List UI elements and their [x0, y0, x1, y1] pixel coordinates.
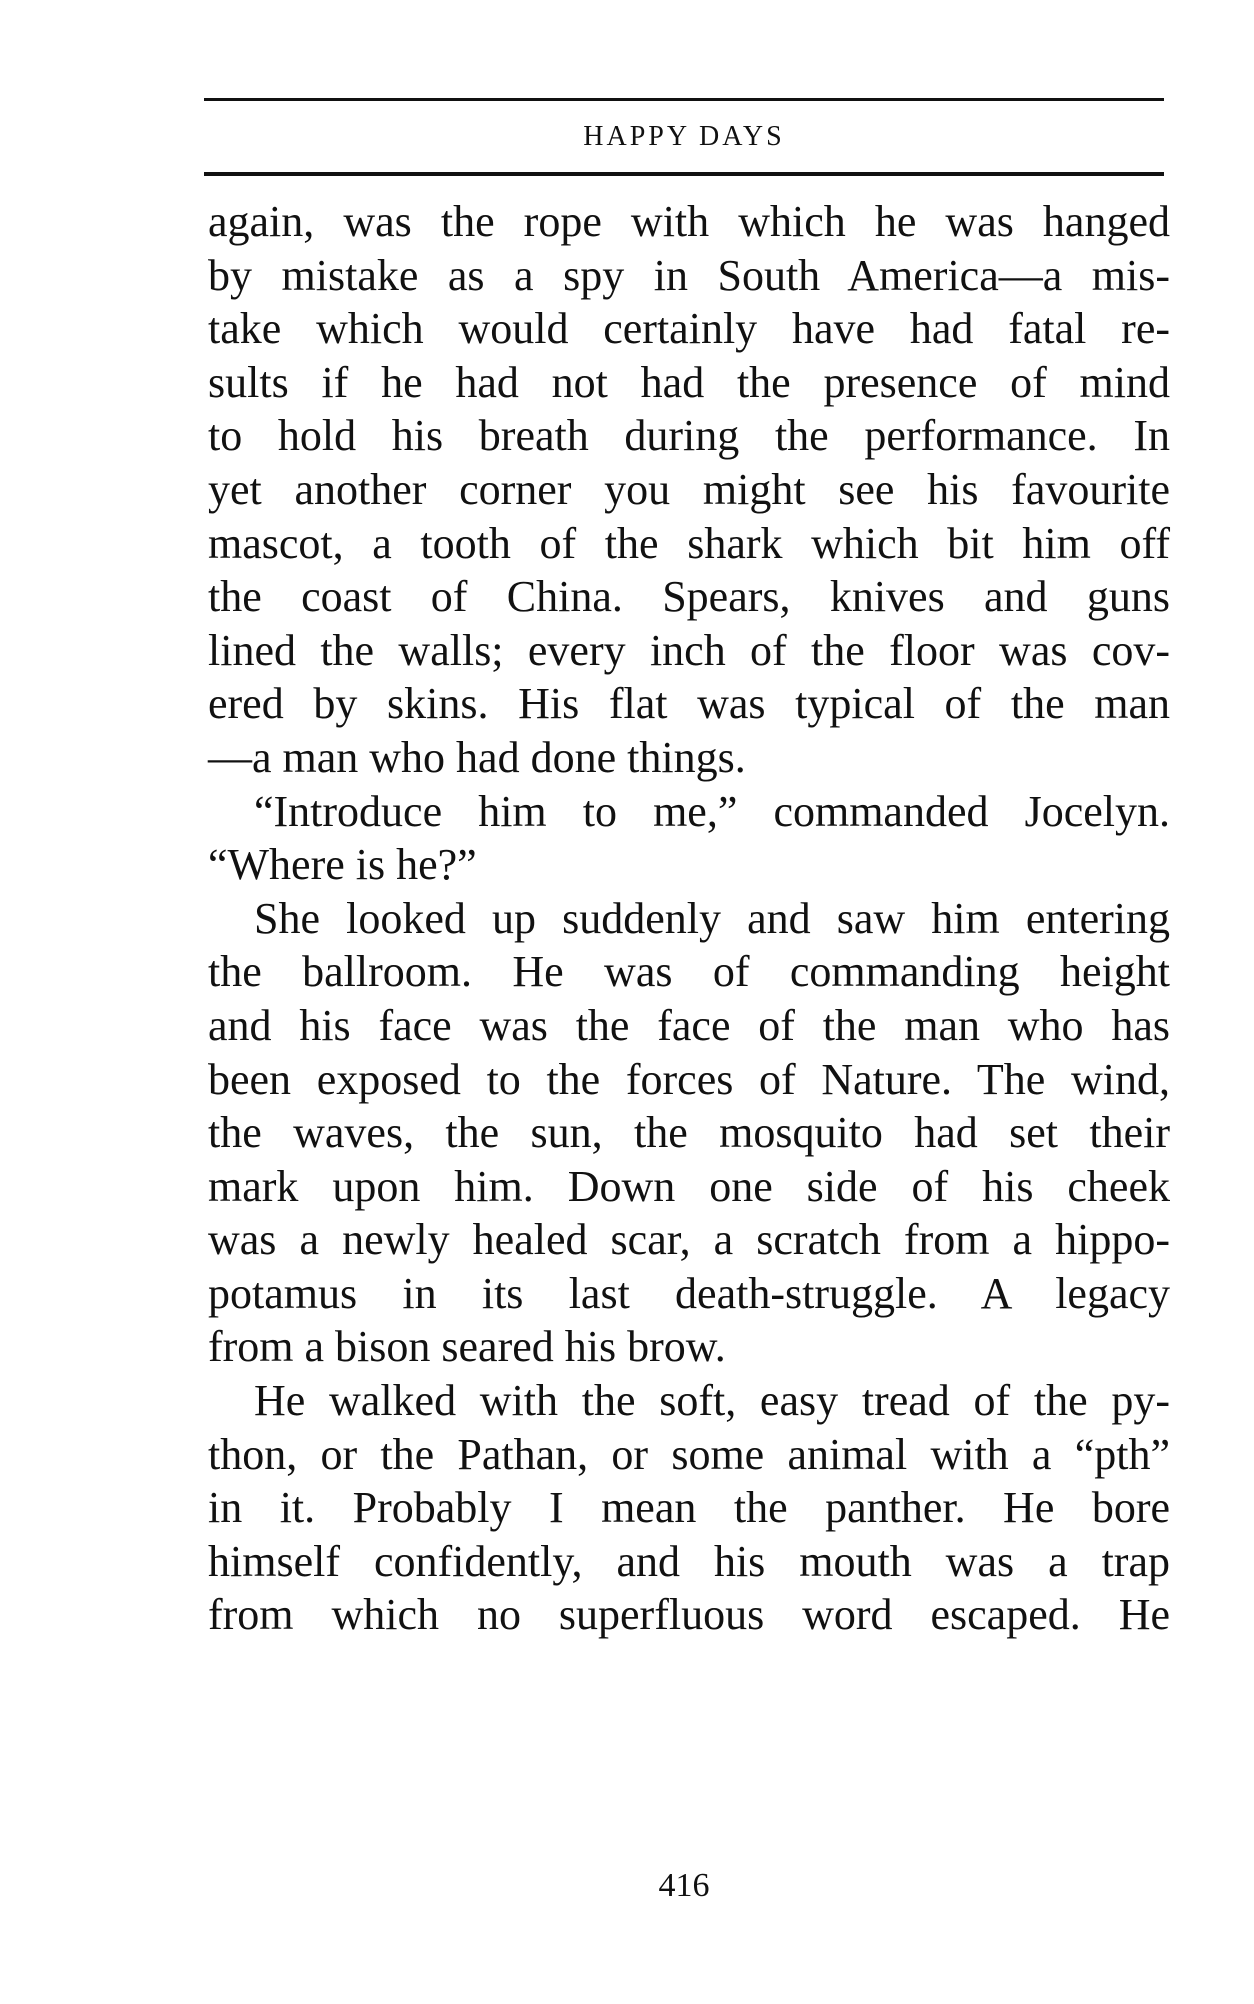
text-line: mark upon him. Down one side of his cheek: [208, 1161, 1170, 1211]
text-line: ered by skins. His flat was typical of the man: [208, 679, 1170, 729]
text-line: She looked up suddenly and saw him entering: [254, 893, 1170, 943]
text-line: been exposed to the forces of Nature. The wind,: [208, 1054, 1170, 1104]
text-line: again, was the rope with which he was hanged: [208, 197, 1170, 246]
text-line: to hold his breath during the performance. In: [208, 411, 1170, 461]
text-line: He walked with the soft, easy tread of the py-: [254, 1376, 1170, 1426]
header-rule-top: [204, 98, 1164, 101]
text-line: yet another corner you might see his favourite: [208, 464, 1170, 514]
text-line: mascot, a tooth of the shark which bit him off: [208, 518, 1170, 568]
header-rule-bottom: [204, 172, 1164, 176]
text-line: the waves, the sun, the mosquito had set their: [208, 1108, 1170, 1158]
text-line: sults if he had not had the presence of mind: [208, 357, 1170, 407]
text-line: himself confidently, and his mouth was a trap: [208, 1536, 1170, 1586]
text-line: was a newly healed scar, a scratch from a hippo-: [208, 1215, 1170, 1265]
text-line: by mistake as a spy in South America—a mis-: [208, 250, 1170, 300]
text-line: from which no superfluous word escaped. He: [208, 1590, 1170, 1640]
text-line: the coast of China. Spears, knives and guns: [208, 572, 1170, 622]
running-head: HAPPY DAYS: [583, 121, 785, 152]
text-line: and his face was the face of the man who has: [208, 1000, 1170, 1050]
text-line: —a man who had done things.: [208, 732, 746, 782]
page-number: 416: [658, 1867, 710, 1904]
text-line: potamus in its last death-struggle. A legacy: [208, 1268, 1170, 1318]
text-line: thon, or the Pathan, or some animal with a “pth”: [208, 1429, 1170, 1479]
text-line: lined the walls; every inch of the floor was cov-: [208, 625, 1170, 675]
text-line: the ballroom. He was of commanding height: [208, 947, 1170, 997]
text-line: “Where is he?”: [208, 840, 477, 890]
text-line: take which would certainly have had fatal re-: [208, 304, 1170, 354]
text-line: in it. Probably I mean the panther. He bore: [208, 1483, 1170, 1533]
text-line: from a bison seared his brow.: [208, 1322, 726, 1372]
body-text: [208, 195, 1170, 1642]
text-line: “Introduce him to me,” commanded Jocelyn.: [254, 786, 1170, 836]
